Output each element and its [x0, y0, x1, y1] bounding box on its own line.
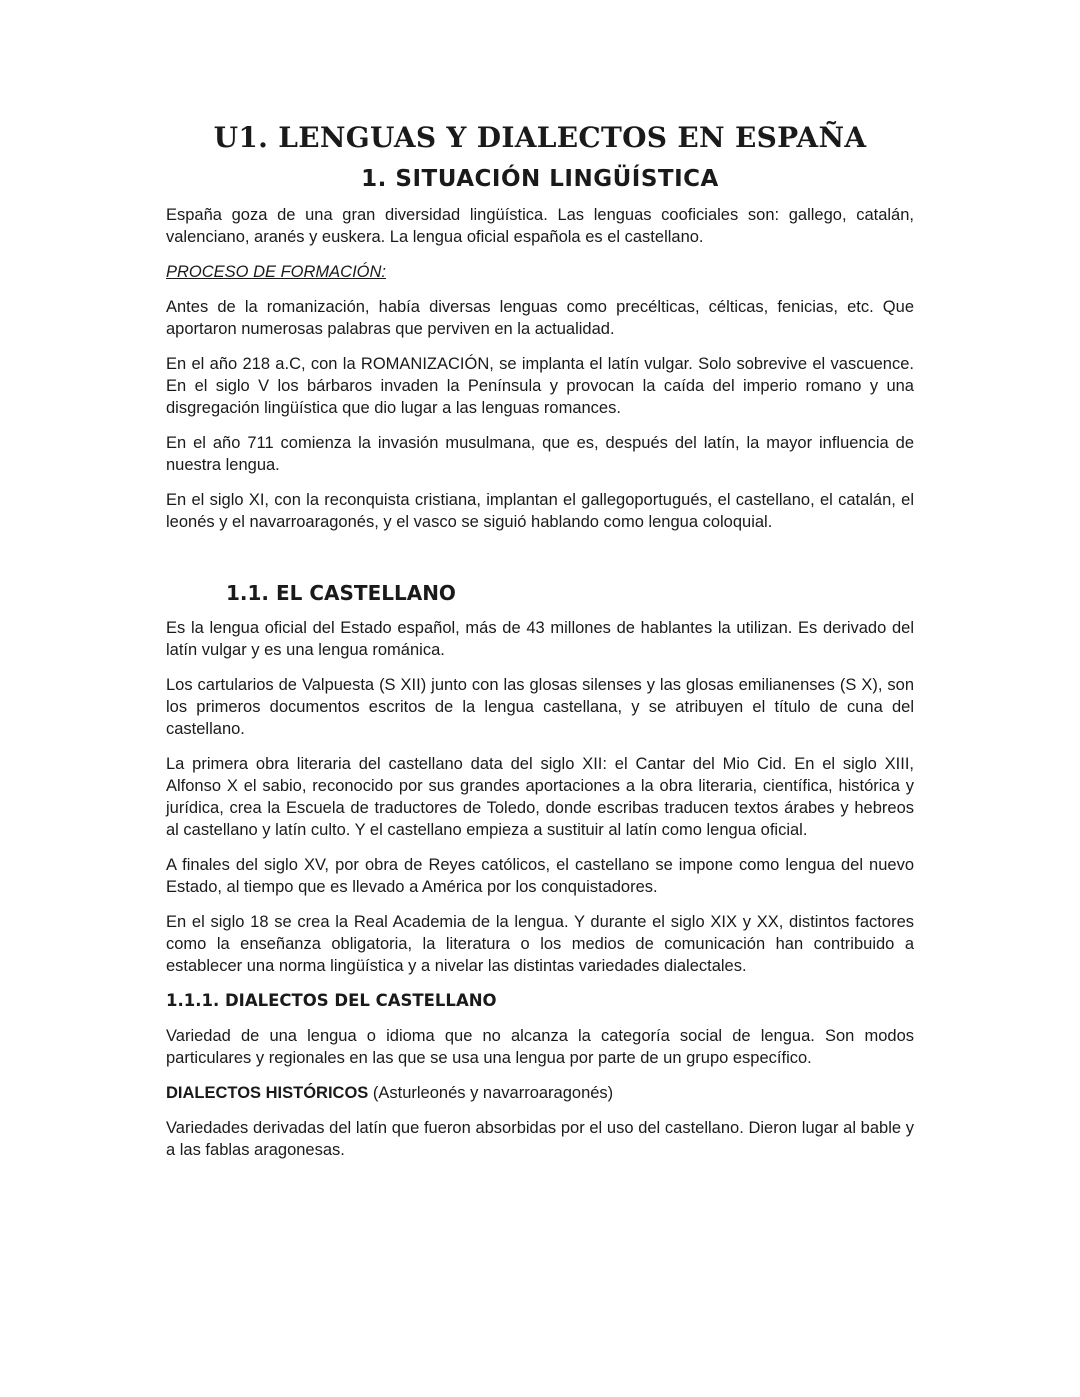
paragraph-historic-dialects: Variedades derivadas del latín que fueron absorbidas por el uso del castellano. Dieron lugar al bable y a las fablas aragonesas. — [166, 1119, 914, 1159]
paragraph-castellano-2: Los cartularios de Valpuesta (S XII) junto con las glosas silenses y las glosas emilianenses (S X), son los primeros documentos escritos de la lengua castellana, y se atribuyen el título de cuna del castellano. — [166, 676, 914, 738]
document-title: U1. LENGUAS Y DIALECTOS EN ESPAÑA — [213, 121, 867, 154]
paragraph-intro: España goza de una gran diversidad lingüística. Las lenguas cooficiales son: gallego, catalán, valenciano, aranés y euskera. La lengua oficial española es el castellano. — [166, 206, 914, 246]
paragraph-formation-2: En el año 218 a.C, con la ROMANIZACIÓN, se implanta el latín vulgar. Solo sobrevive el vascuence. En el siglo V los bárbaros invaden la Península y provocan la caída del imperio romano y una disgregación lingüística que dio lugar a las lenguas romances. — [166, 355, 914, 417]
paragraph-formation-1: Antes de la romanización, había diversas lenguas como precélticas, célticas, fenicias, etc. Que aportaron numerosas palabras que perviven en la actualidad. — [166, 298, 914, 338]
historic-dialects-heading — [166, 1082, 914, 1104]
paragraph-dialect-definition: Variedad de una lengua o idioma que no alcanza la categoría social de lengua. Son modos particulares y regionales en las que se usa una lengua por parte de un grupo específico. — [166, 1027, 914, 1067]
process-heading: PROCESO DE FORMACIÓN: — [166, 263, 387, 281]
paragraph-castellano-3: La primera obra literaria del castellano data del siglo XII: el Cantar del Mio Cid. En el siglo XIII, Alfonso X el sabio, reconocido por sus grandes aportaciones a la obra literaria, científica, histórica y jurídica, crea la Escuela de traductores de Toledo, donde escribas traducen textos árabes y hebreos al castellano y latín culto. Y el castellano empieza a sustituir al latín como lengua oficial. — [166, 755, 914, 839]
historic-dialects-note: (Asturleonés y navarroaragonés) — [368, 1084, 614, 1102]
paragraph-formation-3: En el año 711 comienza la invasión musulmana, que es, después del latín, la mayor influencia de nuestra lengua. — [166, 434, 914, 474]
paragraph-castellano-4: A finales del siglo XV, por obra de Reyes católicos, el castellano se impone como lengua del nuevo Estado, al tiempo que es llevado a América por los conquistadores. — [166, 856, 914, 896]
paragraph-castellano-5: En el siglo 18 se crea la Real Academia de la lengua. Y durante el siglo XIX y XX, distintos factores como la enseñanza obligatoria, la literatura o los medios de comunicación han contribuido a establecer una norma lingüística y a nivelar las distintas variedades dialectales. — [166, 913, 914, 975]
historic-dialects-label: DIALECTOS HISTÓRICOS — [166, 1084, 369, 1102]
section-title-dialectos: 1.1.1. DIALECTOS DEL CASTELLANO — [166, 991, 497, 1010]
section-title-situacion: 1. SITUACIÓN LINGÜÍSTICA — [361, 166, 719, 192]
document-page — [166, 118, 914, 1174]
paragraph-formation-4: En el siglo XI, con la reconquista cristiana, implantan el gallegoportugués, el castellano, el catalán, el leonés y el navarroaragonés, y el vasco se siguió hablando como lengua coloquial. — [166, 491, 914, 531]
section-title-castellano: 1.1. EL CASTELLANO — [226, 581, 456, 605]
paragraph-castellano-1: Es la lengua oficial del Estado español, más de 43 millones de hablantes la utilizan. Es derivado del latín vulgar y es una lengua románica. — [166, 619, 914, 659]
